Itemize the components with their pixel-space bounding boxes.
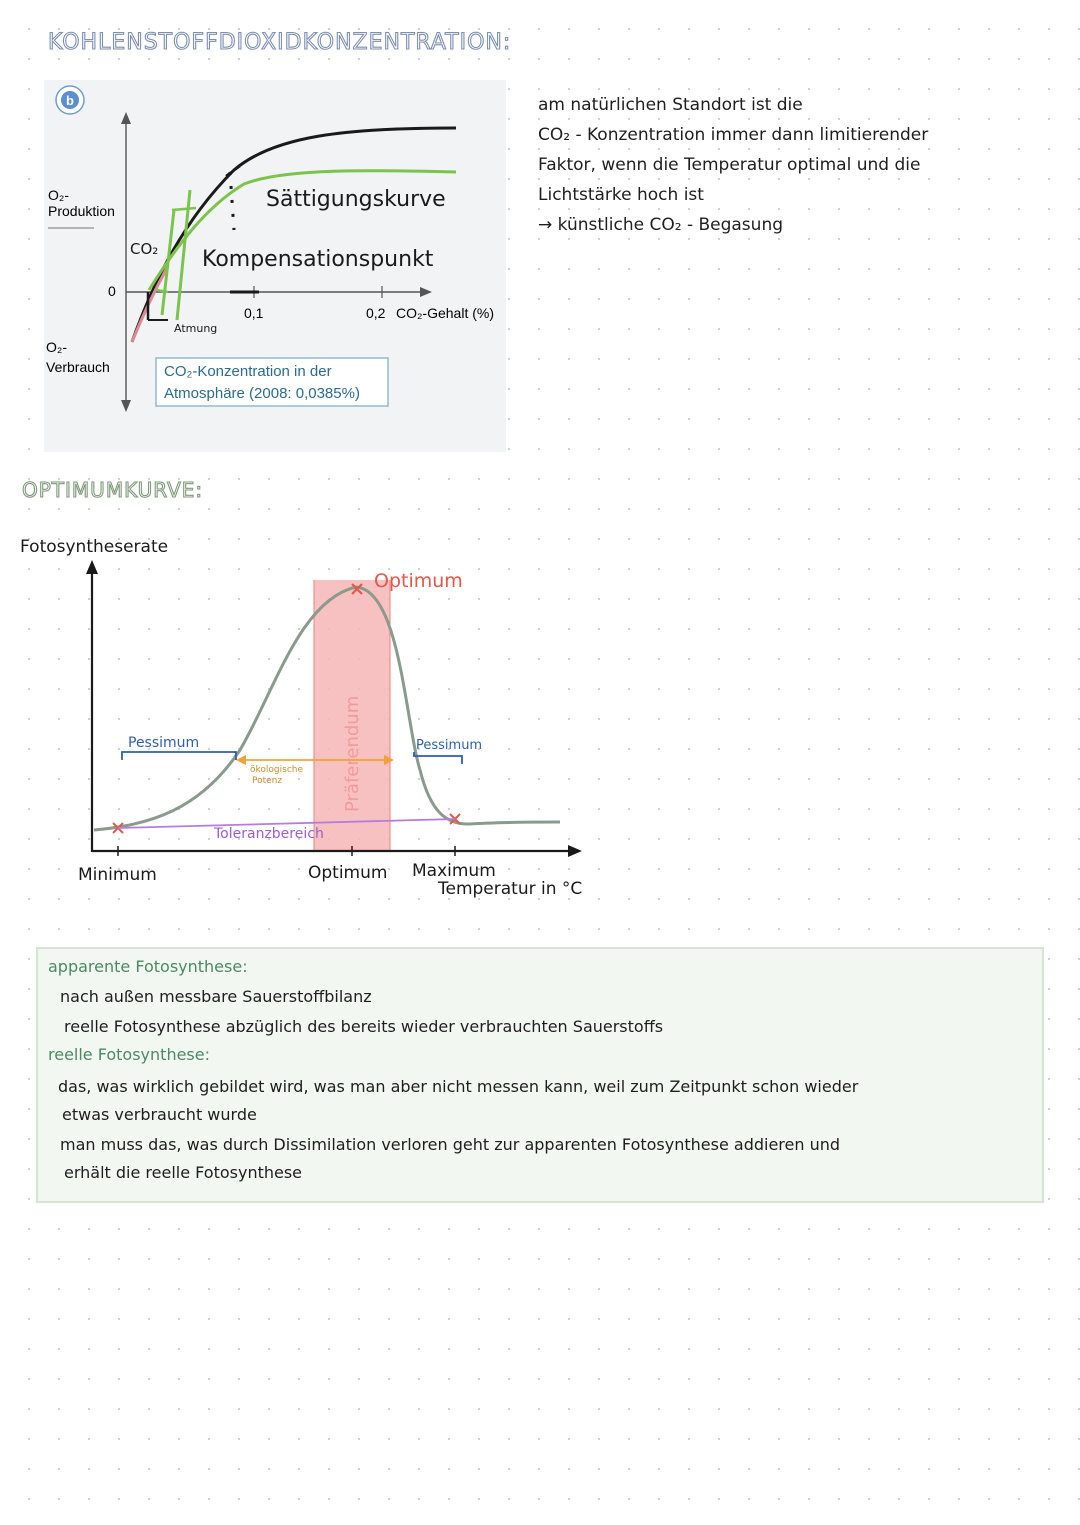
apparent-line-2: reelle Fotosynthese abzüglich des bereits wieder verbrauchten Sauerstoffs xyxy=(64,1017,664,1036)
atmung-label: Atmung xyxy=(174,322,218,335)
optimum-top-label: Optimum xyxy=(374,570,463,592)
real-heading: reelle Fotosynthese: xyxy=(48,1045,210,1064)
co2-note-line-2: CO₂ - Konzentration immer dann limitierender xyxy=(538,125,929,145)
dashed-mark xyxy=(230,172,234,230)
co2-figure xyxy=(44,80,506,452)
real-line-4: erhält die reelle Fotosynthese xyxy=(64,1163,303,1182)
y-label-top-2: Produktion xyxy=(48,203,115,219)
co2-note-line-4: Lichtstärke hoch ist xyxy=(538,185,704,205)
tolerance-label: Toleranzbereich xyxy=(214,826,324,842)
co2-note xyxy=(538,90,928,240)
tick-label-0-2: 0,2 xyxy=(366,305,386,321)
compensation-point-label: Kompensationspunkt xyxy=(202,247,434,272)
preferendum-label: Präferendum xyxy=(342,695,363,812)
optimum-curve-figure xyxy=(0,520,640,900)
apparent-heading: apparente Fotosynthese: xyxy=(48,957,248,976)
minimum-label: Minimum xyxy=(78,865,157,885)
co2-note-line-3: Faktor, wenn die Temperatur optimal und die xyxy=(538,155,921,175)
eco-potence-label-1: ökologische xyxy=(250,765,304,775)
y-axis-arrow-up xyxy=(121,112,131,124)
co2-figure-svg xyxy=(44,80,506,452)
y-label-bottom-2: Verbrauch xyxy=(46,359,110,375)
pessimum-right-bracket xyxy=(414,752,462,764)
opt-x-axis-arrow xyxy=(568,845,582,857)
pessimum-right-label: Pessimum xyxy=(416,738,483,753)
temperature-axis-label: Temperatur in °C xyxy=(438,879,583,899)
pessimum-left-label: Pessimum xyxy=(128,735,200,751)
co2-note-line-1: am natürlichen Standort ist die xyxy=(538,95,803,115)
opt-y-axis-arrow xyxy=(86,560,98,574)
eco-arrow-left xyxy=(236,755,246,765)
zero-label: 0 xyxy=(108,283,116,299)
badge-letter: b xyxy=(66,93,74,108)
eco-potence-label-2: Potenz xyxy=(252,776,283,786)
fotosyntheserate-label: Fotosyntheserate xyxy=(20,537,169,557)
tick-label-0-1: 0,1 xyxy=(244,305,264,321)
section-title-optimum: OPTIMUMKURVE: xyxy=(22,478,204,502)
saturation-curve-label: Sättigungskurve xyxy=(266,187,446,212)
real-line-1: das, was wirklich gebildet wird, was man aber nicht messen kann, weil zum Zeitpunkt schon wieder xyxy=(58,1077,859,1096)
green-tick-top xyxy=(172,208,196,210)
y-label-top-1: O₂- xyxy=(48,187,69,203)
section-title-co2: KOHLENSTOFFDIOXIDKONZENTRATION: xyxy=(48,30,512,55)
co2-note-line-5: → künstliche CO₂ - Begasung xyxy=(538,215,784,235)
photosynthesis-definition-box xyxy=(36,947,1044,1203)
atmosphere-box-line2: Atmosphäre (2008: 0,0385%) xyxy=(164,385,360,402)
green-vertical-1 xyxy=(162,210,174,315)
pessimum-left-bracket xyxy=(122,752,236,760)
dashed-mark-cross xyxy=(226,166,240,176)
compensation-prefix: CO₂ xyxy=(130,240,159,258)
atmosphere-box-line1: CO₂-Konzentration in der xyxy=(164,363,332,380)
x-axis-label: CO₂-Gehalt (%) xyxy=(396,305,495,321)
real-line-3: man muss das, was durch Dissimilation verloren geht zur apparenten Fotosynthese addieren und xyxy=(60,1135,841,1154)
optimum-axis-label: Optimum xyxy=(308,863,388,883)
maximum-label: Maximum xyxy=(412,861,496,881)
x-axis-arrow xyxy=(420,287,432,297)
real-line-2: etwas verbraucht wurde xyxy=(62,1105,257,1124)
y-axis-arrow-down xyxy=(121,400,131,412)
y-label-bottom-1: O₂- xyxy=(46,339,67,355)
apparent-line-1: nach außen messbare Sauerstoffbilanz xyxy=(60,987,372,1006)
